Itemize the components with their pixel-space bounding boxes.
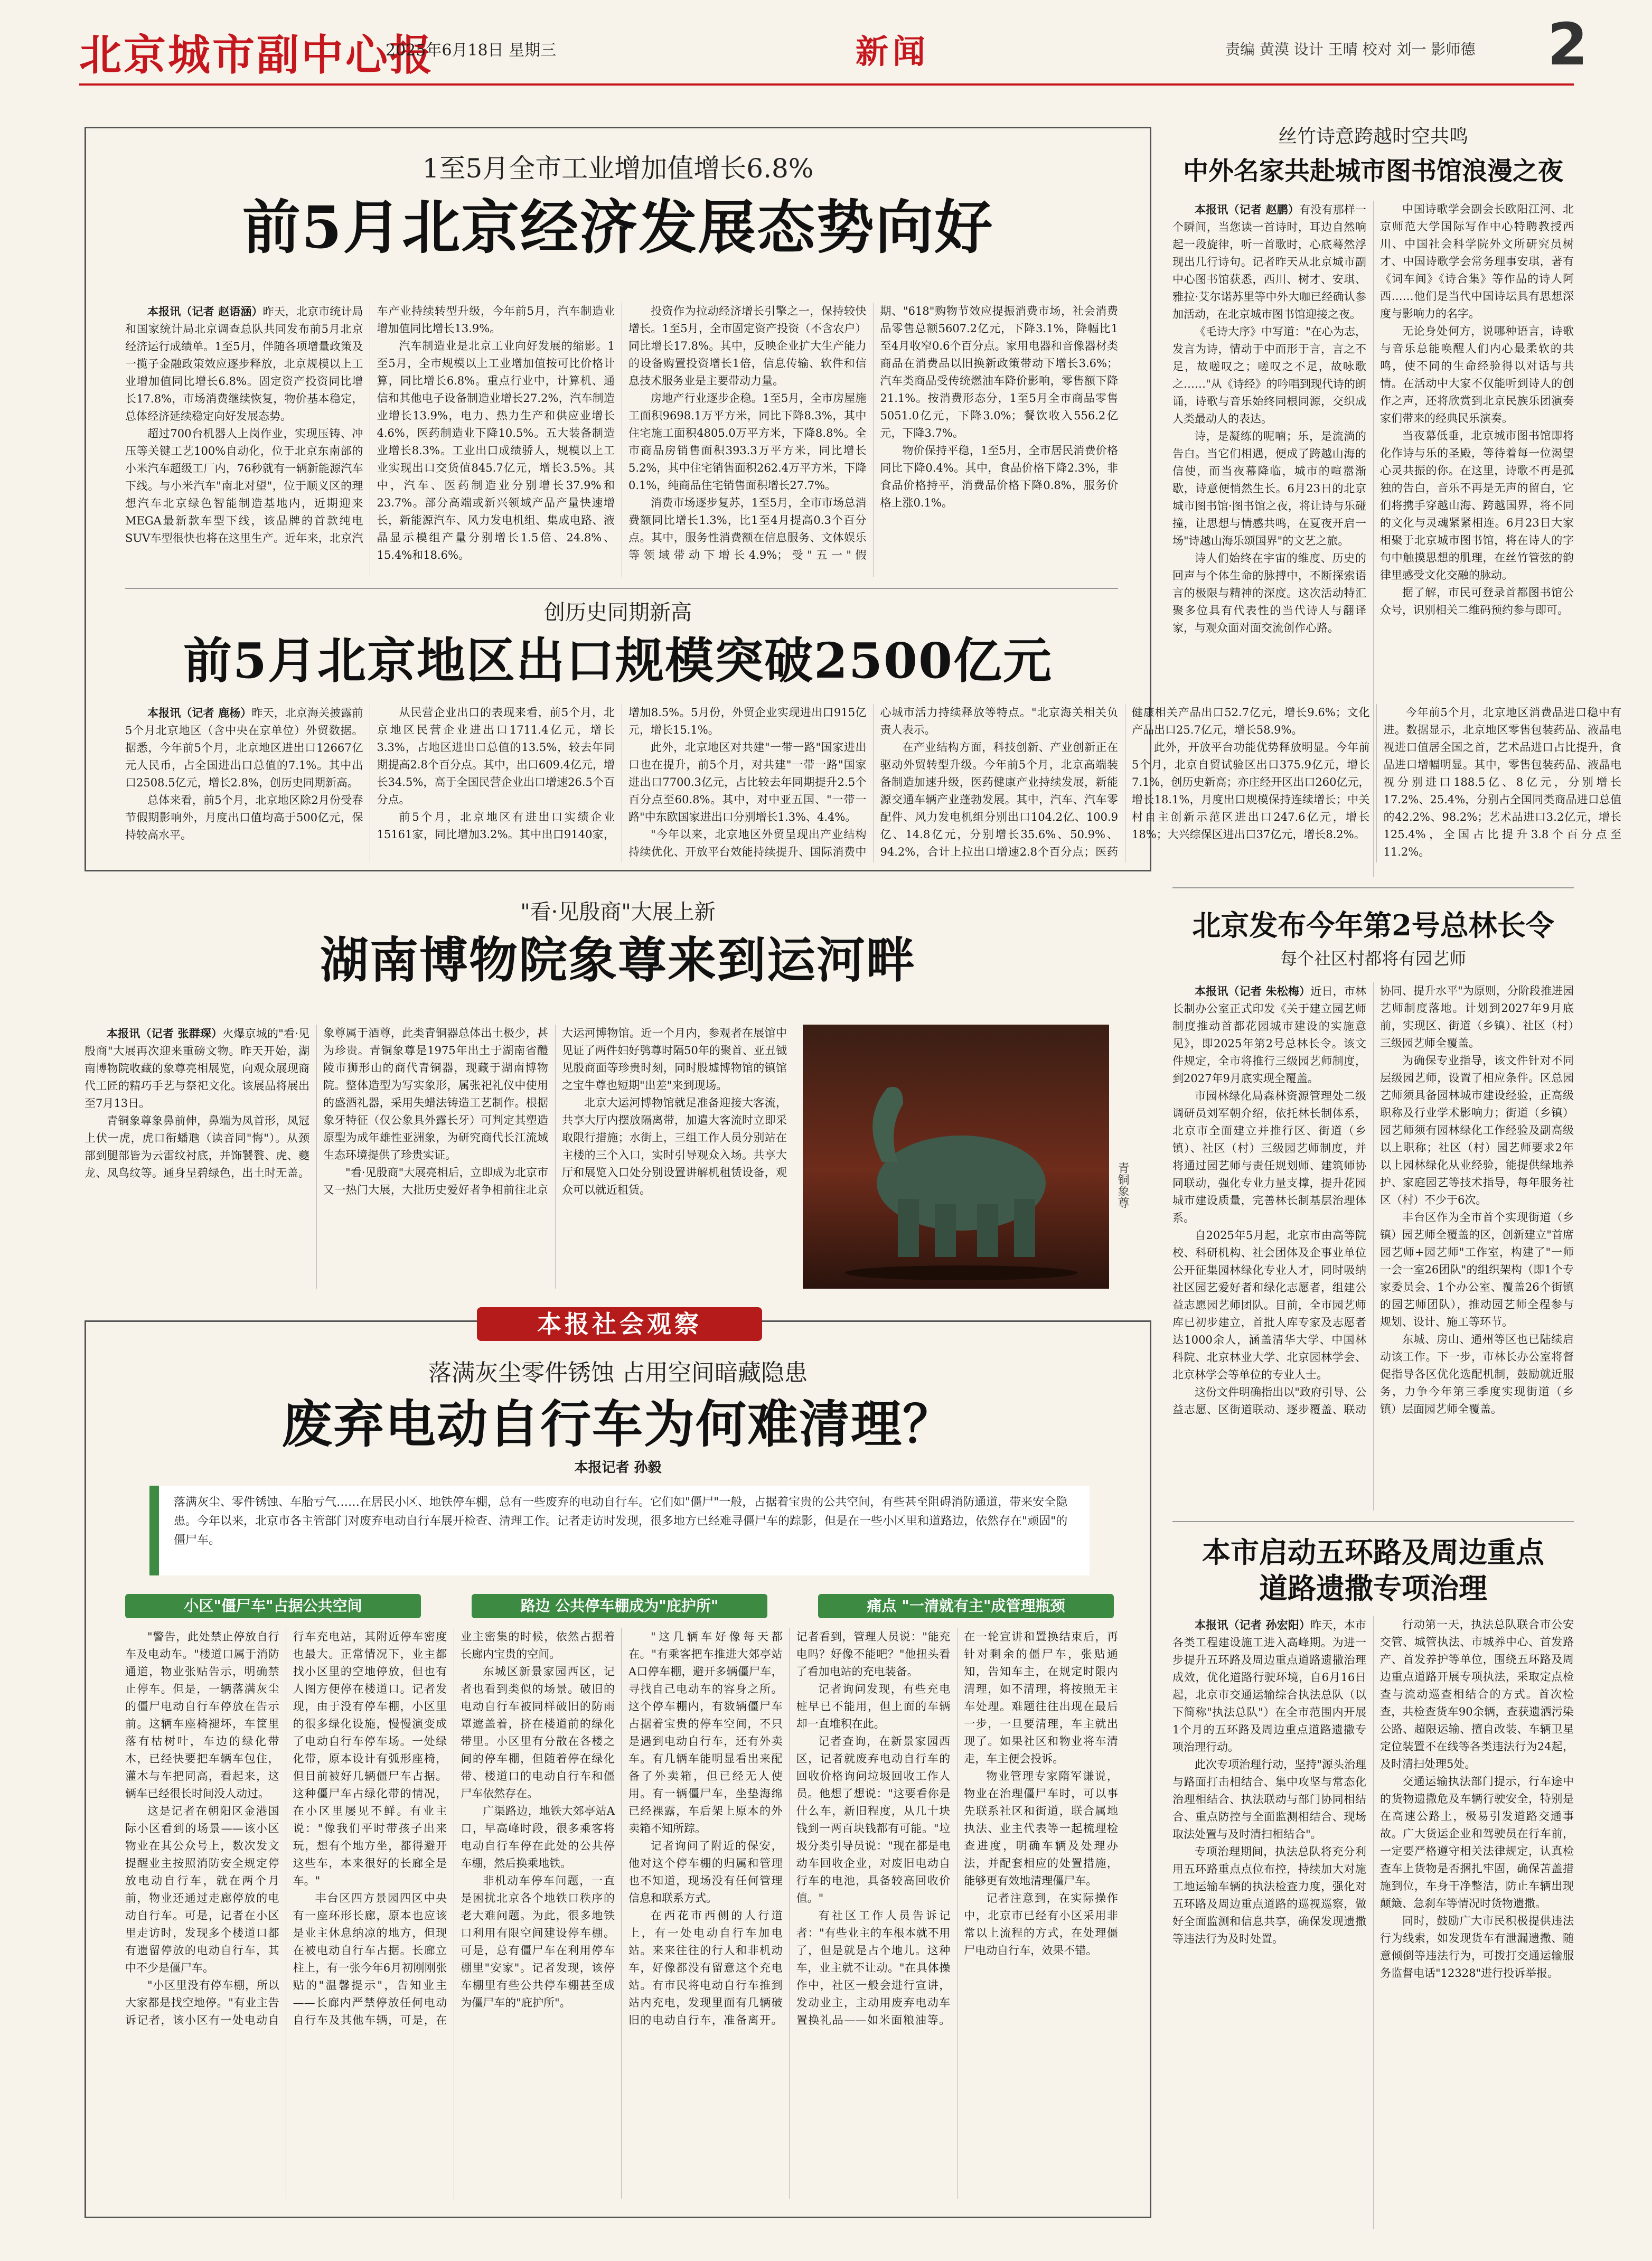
article3-body: 本报讯（记者 张群琛）火爆京城的"看·见殷商"大展再次迎来重磅文物。昨天开始，湖南博物院收藏的象尊亮相展览，向观众展现商代工匠的精巧手艺与祭祀文化。该展品将展出至7月13日。 青铜象尊象鼻前伸，鼻端为凤首形，凤冠上伏一虎，虎口衔蟠虺（读音同"悔"）。从颈部到腿部皆为云雷纹衬底，并饰饕餮、虎、夔龙、凤鸟纹等。通身呈碧绿色，出土时无盖。象尊属于酒尊，此类青铜器总体出土极少，甚为珍贵。青铜象尊是1975年出土于湖南省醴陵市狮形山的商代青铜器，现藏于湖南博物院。整体造型为写实象形，属张祀礼仪中使用的盛酒礼器，采用失蜡法铸造工艺制作。根据象牙特征（仅公象具外露长牙）可判定其塑造原型为成年雄性亚洲象，为研究商代长江流域生态环境提供了珍贵实证。 "看·见殷商"大展亮相后，立即成为北京市又一热门大展，大批历史爱好者争相前往北京大运河博物馆。近一个月内，参观者在展馆中见证了两件妇好鸮尊时隔50年的聚首、亚丑钺见殷商面等珍贵时刻，同时股墟博物馆的镇馆之宝牛尊也短期"出差"来到现场。 北京大运河博物馆就足准备迎接大客流，共享大厅内摆放隔离带，加遣大客流时立即采取限行措施；水街上，三组工作人员分别站在主楼的三个入口，实时引导观众入场。共享大厅和展览入口处分别设置讲解机租赁设备，观众可以就近租赁。 [85,1025,787,1289]
side2-paragraph: 为确保专业指导，该文件针对不同层级园艺师，设置了相应条件。区总园艺师须具备园林城市建设经验，正高级职称及行业学术影响力；街道（乡镇）园艺师须有园林绿化工作经验及副高级以上职称；社区（村）园艺师要求2年以上园林绿化从业经验，能提供绿地养护、家庭园艺等技术指导，每年服务社区（村）不少于6次。 [1380,1054,1574,1206]
article3-paragraph: 北京大运河博物馆就足准备迎接大客流，共享大厅内摆放隔离带，加遣大客流时立即采取限行措施；水街上，三组工作人员分别站在主楼的三个入口，实时引导观众入场。共享大厅和展览入口处分别设置讲解机租赁设备，观众可以就近租赁。 [562,1096,787,1196]
article3-paragraph: 青铜象尊象鼻前伸，鼻端为凤首形，凤冠上伏一虎，虎口衔蟠虺（读音同"悔"）。从颈部到腿部皆为云雷纹衬底，并饰饕餮、虎、夔龙、凤鸟纹等。通身呈碧绿色，出土时无盖。象尊属于酒尊，此类青铜器总体出土极少，甚为珍贵。青铜象尊是1975年出土于湖南省醴陵市狮形山的商代青铜器，现藏于湖南博物院。整体造型为写实象形，属张祀礼仪中使用的盛酒礼器，采用失蜡法铸造工艺制作。根据象牙特征（仅公象具外露长牙）可判定其塑造原型为成年雄性亚洲象，为研究商代长江流域生态环境提供了珍贵实证。 [85,1027,548,1179]
side3-paragraph: 行动第一天，执法总队联合市公安交管、城管执法、市城养中心、首发路产、首发养护等单位，围绕五环路及周边重点道路开展专项执法，采取定点检查与流动巡查相结合的方式。首次检查，共检查货车90余辆，查获遗洒污染公路、超限运输、擅自改装、车辆卫星定位装置不在线等各类违法行为24起，及时清扫处理5处。 [1380,1618,1574,1770]
article1-paragraph: 投资作为拉动经济增长引擎之一，保持较快增长。1至5月，全市固定资产投资（不含农户）同比增长17.8%。其中，反映企业扩大生产能力的设备购置投资增长1倍，信息传输、软件和信息技术服务业是主要带动力量。 [628,305,867,387]
side1-kicker: 丝竹诗意跨越时空共鸣 [1278,126,1468,147]
side2-paragraph: 这份文件明确指出以"政府引导、公益志愿、区街道联动、逐步覆盖、联动协同、提升水平"为原则，分阶段推进园艺师制度落地。计划到2027年9月底前，实现区、街道（乡镇）、社区（村）三级园艺师全覆盖。 [1172,984,1574,1416]
side3-body: 本报讯（记者 孙宏阳）昨天，本市各类工程建设施工进入高峰期。为进一步提升五环路及周边重点道路遗撒治理成效，优化道路行驶环境，自6月16日起，北京市交通运输综合执法总队（以下简称"执法总队"）在全市范围内开展1个月的五环路及周边重点道路遗撒专项治理行动。 此次专项治理行动，坚持"源头治理与路面打击相结合、集中攻坚与常态化治理相结合、执法联动与部门协同相结合、重点防控与全面监测相结合、现场取法处置与及时清扫相结合"。 专项治理期间，执法总队将充分利用五环路重点点位布控，持续加大对施工地运输车辆的执法检查力度，强化对五环路及周边重点道路的巡视巡察，做好全面监测和信息共享，确保发现遗撒等违法行为及时处置。 行动第一天，执法总队联合市公安交管、城管执法、市城养中心、首发路产、首发养护等单位，围绕五环路及周边重点道路开展专项执法，采取定点检查与流动巡查相结合的方式。首次检查，共检查货车90余辆，查获遗洒污染公路、超限运输、擅自改装、车辆卫星定位装置不在线等各类违法行为24起，及时清扫处理5处。 交通运输执法部门提示，行车途中的货物遗撒危及车辆行驶安全，特别是在高速公路上，极易引发道路交通事故。广大货运企业和驾驶员在行车前，一定要严格遵守相关法律规定，认真检查车上货物是否捆扎牢固，确保苫盖措施到位，车身干净整洁，防止车辆出现颠簸、急刹车等情况时货物遗撒。 同时，鼓励广大市民积极提供违法行为线索，如发现货车有泄漏遗撒、随意倾倒等违法行为，可拨打交通运输服务监督电话"12328"进行投诉举报。 [1172,1616,1574,2229]
article4-byline: 本报记者 孙毅 [574,1460,662,1476]
article4-kicker: 落满灰尘零件锈蚀 占用空间暗藏隐患 [428,1359,808,1386]
article3-headline: 湖南博物院象尊来到运河畔 [320,932,916,989]
editorial-staff: 责编 黄漠 设计 王晴 校对 刘一 影师德 [1225,41,1476,58]
article4-paragraph: "警告，此处禁止停放自行车及电动车。"楼道口属于消防通道，物业张贴告示，明确禁止停车。但是，一辆落满灰尘的僵尸电动自行车停放在告示前。这辆车座椅褪坏，车筐里落有枯树叶，车边的绿化带木，已经快要把车辆车包住，灌木与车把同高，看起来，这辆车已经很长时间没人动过。 [125,1630,279,1800]
side1-body: 本报讯（记者 赵鹏）有没有那样一个瞬间，当您读一首诗时，耳边自然响起一段旋律，听一首歌时，心底蓦然浮现出几行诗句。记者昨天从北京城市副中心图书馆获悉，西川、树才、安琪、雅拉·艾尔诺苏里等中外大咖已经确认参加活动，在北京城市图书馆迎接之夜。 《毛诗大序》中写道："在心为志，发言为诗，情动于中而形于言，言之不足，故嗟叹之；嗟叹之不足，故咏歌之……"从《诗经》的吟唱到现代诗的朗诵，诗歌与音乐始终同根同源，交织成人类最动人的表达。 诗，是凝练的呢喃；乐，是流淌的告白。当它们相遇，便成了跨越山海的信使，而当夜幕降临，城市的喧嚣渐歇，诗意便悄然生长。6月23日的北京城市图书馆·图书馆之夜，将让诗与乐碰撞，让思想与情感共鸣，在夏夜开启一场"诗越山海乐颂国界"的文艺之旅。 诗人们始终在宇宙的维度、历史的回声与个体生命的脉搏中，不断探索语言的极限与精神的深度。这次活动特汇聚多位具有代表性的当代诗人与翻译家，与观众面对面交流创作心路。 中国诗歌学会副会长欧阳江河、北京师范大学国际写作中心特聘教授西川、中国社会科学院外文所研究员树才、中国诗歌学会常务理事安琪，著有《词车间》《诗合集》等作品的诗人阿西……他们是当代中国诗坛具有思想深度与影响力的名字。 无论身处何方，说哪种语言，诗歌与音乐总能唤醒人们内心最柔软的共鸣，使不同的生命经验得以对话与共情。在活动中大家不仅能听到诗人的创作之声，还将欣赏到北京民族乐团演奏家们带来的经典民乐演奏。 当夜幕低垂，北京城市图书馆即将化作诗与乐的圣殿，等待着每一位渴望心灵共振的你。在这里，诗歌不再是孤独的告白，音乐不再是无声的留白，它们将携手穿越山海、跨越国界，将不同的文化与灵魂紧紧相连。6月23日大家相聚于北京城市图书馆，将在诗人的字句中触摸思想的肌理，在丝竹管弦的韵律里感受文化交融的脉动。 据了解，市民可登录首都图书馆公众号，识别相关二维码预约参与即可。 [1172,201,1574,877]
section-banner: 本报社会观察 [477,1307,762,1341]
side1-paragraph: 诗，是凝练的呢喃；乐，是流淌的告白。当它们相遇，便成了跨越山海的信使，而当夜幕降临，城市的喧嚣渐歇，诗意便悄然生长。6月23日的北京城市图书馆·图书馆之夜，将让诗与乐碰撞，让思想与情感共鸣，在夏夜开启一场"诗越山海乐颂国界"的文艺之旅。 [1172,430,1366,547]
article4-paragraph: 在西花市西侧的人行道上，有一处电动自行车加电站。来来往往的行人和非机动车，好像都没有留意这个充电站。有市民将电动自行车推到站内充电，发现里面有几辆破旧的电动自行车，准备离开。记者看到，管理人员说："能充电吗？好像不能吧？"他扭头看了看加电站的充电装备。 [628,1630,951,2027]
article4-paragraph: 丰台区四方景园四区中央有一座环形长廊，原本也应该是业主休息纳凉的地方，但现在被电动自行车占据。长廊立柱上，有一张今年6月初刚刚张贴的"温馨提示"，告知业主——长廊内严禁停放任何电动自行车及其他车辆，可是，在业主密集的时候，依然占据着长廊内宝贵的空间。 [293,1630,615,2027]
subhead-2: 路边 公共停车棚成为"庇护所" [472,1594,767,1618]
side1-paragraph: 无论身处何方，说哪种语言，诗歌与音乐总能唤醒人们内心最柔软的共鸣，使不同的生命经验得以对话与共情。在活动中大家不仅能听到诗人的创作之声，还将欣赏到北京民族乐团演奏家们带来的经典民乐演奏。 [1380,325,1574,425]
article1-paragraph: 超过700台机器人上岗作业，实现压铸、冲压等关键工艺100%自动化，位于北京东南部的小米汽车超级工厂内，76秒就有一辆新能源汽车下线。与小米汽车"南北对望"，位于顺义区的理想汽车北京绿色智能制造基地内，近期迎来MEGA最新款车型下线，该品牌的首款纯电SUV车型很快也将在这里生产。近年来，北京汽车产业持续转型升级，今年前5月，汽车制造业增加值同比增长13.9%。 [125,305,615,545]
side3-paragraph: 交通运输执法部门提示，行车途中的货物遗撒危及车辆行驶安全，特别是在高速公路上，极易引发道路交通事故。广大货运企业和驾驶员在行车前，一定要严格遵守相关法律规定，认真检查车上货物是否捆扎牢固，确保苫盖措施到位，车身干净整洁，防止车辆出现颠簸、急刹车等情况时货物遗撒。 [1380,1775,1574,1910]
article4-headline: 废弃电动自行车为何难清理？ [281,1394,954,1454]
article2-paragraph: 此外，开放平台功能优势释放明显。今年前5个月，北京自贸试验区出口375.9亿元，增长7.1%，创历史新高；亦庄经开区出口260亿元，增长18.1%，月度出口规模保持连续增长；中关村自主创新示范区进出口247.6亿元，增长18%；大兴综保区进出口37亿元，增长8.2%。 [1132,741,1370,841]
article1-paragraph: 物价保持平稳，1至5月，全市居民消费价格同比下降0.4%。其中，食品价格下降2.3%，非食品价格持平，消费品价格下降0.8%，服务价格上涨0.1%。 [880,444,1118,509]
article2-paragraph: 总体来看，前5个月，北京地区除2月份受春节假期影响外，月度出口值均高于500亿元，保持较高水平。 [125,794,363,841]
article1-paragraph: 消费市场逐步复苏，1至5月，全市市场总消费额同比增长1.3%，比1至4月提高0.3个百分点。其中，服务性消费额在信息服务、文体娱乐等领域带动下增长4.9%；受"五一"假期、"618"购物节效应提振消费市场，社会消费品零售总额5607.2亿元，下降3.1%，降幅比1至4月收窄0.6个百分点。家用电器和音像器材类商品在消费品以旧换新政策带动下增长3.6%；汽车类商品受传统燃油车降价影响，零售额下降21.1%。按消费形态分，1至5月全市商品零售5051.0亿元，下降3.0%；餐饮收入556.2亿元，下降3.7%。 [628,305,1118,561]
article2-headline: 前5月北京地区出口规模突破2500亿元 [183,632,1053,689]
article2-paragraph: 此外，北京地区对共建"一带一路"国家进出口也在提升，前5个月，对共建"一带一路"国家进出口7700.3亿元，占比较去年同期提升2.5个百分点至60.8%。其中，对中亚五国、"一带一路"中东欧国家进出口分别增长1.3%、4.4%。 [628,741,867,823]
article3-kicker: "看·见殷商"大展上新 [520,900,716,924]
article4-paragraph: 记者询问了附近的保安，他对这个停车棚的归属和管理也不知道，现场没有任何管理信息和联系方式。 [628,1840,783,1905]
side2-byline: 本报讯（记者 朱松梅） [1195,984,1311,998]
subhead-3: 痛点 "一清就有主"成管理瓶颈 [818,1594,1114,1618]
issue-date: 2025年6月18日 星期三 [386,41,557,60]
subhead-1: 小区"僵尸车"占据公共空间 [125,1594,421,1618]
article2-paragraph: 在产业结构方面，科技创新、产业创新正在驱动外贸转型升级。今年前5个月，北京高端装备制造加速升级，医药健康产业持续发展，新能源交通车辆产业蓬勃发展。其中，汽车、汽车零配件、风力发电机组分别出口104.2亿、100.9亿、14.8亿元，分别增长35.6%、50.9%、94.2%，合计上拉出口增速2.8个百分点；医药健康相关产品出口52.7亿元，增长9.6%；文化产品出口25.7亿元，增长58.9%。 [880,706,1370,858]
side2-paragraph: 自2025年5月起，北京市由高等院校、科研机构、社会团体及企事业单位公开征集园林绿化专业人才，同时吸纳社区园艺爱好者和绿化志愿者，组建公益志愿园艺师团队。目前，全市园艺师库已初步建立，首批人库专家及志愿者达1000余人，涵盖清华大学、中国林科院、北京林业大学、北京园林学会、北京林学会等单位的专业人士。 [1172,1229,1366,1381]
article1-body: 本报讯（记者 赵语涵）昨天，北京市统计局和国家统计局北京调查总队共同发布前5月北京经济运行成绩单。1至5月，伴随各项增量政策及一揽子金融政策效应逐步释放，北京规模以上工业增加值同比增长6.8%。固定资产投资同比增长17.8%，市场消费继续恢复，物价基本稳定，总体经济延续稳定向好发展态势。 超过700台机器人上岗作业，实现压铸、冲压等关键工艺100%自动化，位于北京东南部的小米汽车超级工厂内，76秒就有一辆新能源汽车下线。与小米汽车"南北对望"，位于顺义区的理想汽车北京绿色智能制造基地内，近期迎来MEGA最新款车型下线，该品牌的首款纯电SUV车型很快也将在这里生产。近年来，北京汽车产业持续转型升级，今年前5月，汽车制造业增加值同比增长13.9%。 汽车制造业是北京工业向好发展的缩影。1至5月，全市规模以上工业增加值按可比价格计算，同比增长6.8%。重点行业中，计算机、通信和其他电子设备制造业增长27.2%，汽车制造业增长13.9%，电力、热力生产和供应业增长4.6%，医药制造业下降10.5%。五大装备制造业增长8.3%。工业出口成绩骄人，规模以上工业实现出口交货值845.7亿元，增长3.5%。其中，汽车、医药制造业分别增长37.9%和23.7%。部分高端或新兴领域产品产量快速增长，新能源汽车、风力发电机组、集成电路、液晶显示模组产量分别增长1.5倍、24.8%、15.4%和18.6%。 投资作为拉动经济增长引擎之一，保持较快增长。1至5月，全市固定资产投资（不含农户）同比增长17.8%。其中，反映企业扩大生产能力的设备购置投资增长1倍，信息传输、软件和信息技术服务业是主要带动力量。 房地产行业逐步企稳。1至5月，全市房屋施工面积9698.1万平方米，同比下降8.3%，其中住宅施工面积4805.0万平方米，下降8.8%。全市商品房销售面积393.3万平方米，同比增长5.2%，其中住宅销售面积262.4万平方米，下降0.1%，纯商品住宅销售面积增长27.7%。 消费市场逐步复苏，1至5月，全市市场总消费额同比增长1.3%，比1至4月提高0.3个百分点。其中，服务性消费额在信息服务、文体娱乐等领域带动下增长4.9%；受"五一"假期、"618"购物节效应提振消费市场，社会消费品零售总额5607.2亿元，下降3.1%，降幅比1至4月收窄0.6个百分点。家用电器和音像器材类商品在消费品以旧换新政策带动下增长3.6%；汽车类商品受传统燃油车降价影响，零售额下降21.1%。按消费形态分，1至5月全市商品零售5051.0亿元，下降3.0%；餐饮收入556.2亿元，下降3.7%。 物价保持平稳，1至5月，全市居民消费价格同比下降0.4%。其中，食品价格下降2.3%，非食品价格持平，消费品价格下降0.8%，服务价格上涨0.1%。 [125,303,1118,577]
side2-body: 本报讯（记者 朱松梅）近日，市林长制办公室正式印发《关于建立园艺师制度推动首都花园城市建设的实施意见》，即2025年第2号总林长令。该文件规定，全市将推行三级园艺师制度，到2027年9月底实现全覆盖。 市园林绿化局森林资源管理处二级调研员刘军朝介绍，依托林长制体系，北京市全面建立并推行区、街道（乡镇）、社区（村）三级园艺师制度，并将通过园艺师与责任规划师、建筑师协同联动，强化专业力量支撑，提升花园城市建设质量，完善林长制基层治理体系。 自2025年5月起，北京市由高等院校、科研机构、社会团体及企事业单位公开征集园林绿化专业人才，同时吸纳社区园艺爱好者和绿化志愿者，组建公益志愿园艺师团队。目前，全市园艺师库已初步建立，首批人库专家及志愿者达1000余人，涵盖清华大学、中国林科院、北京林业大学、北京园林学会、北京林学会等单位的专业人士。 这份文件明确指出以"政府引导、公益志愿、区街道联动、逐步覆盖、联动协同、提升水平"为原则，分阶段推进园艺师制度落地。计划到2027年9月底前，实现区、街道（乡镇）、社区（村）三级园艺师全覆盖。 为确保专业指导，该文件针对不同层级园艺师，设置了相应条件。区总园艺师须具备园林城市建设经验，正高级职称及行业学术影响力；街道（乡镇）园艺师须有园林绿化工作经验及副高级以上职称；社区（村）园艺师要求2年以上园林绿化从业经验，能提供绿地养护、家庭园艺等技术指导，每年服务社区（村）不少于6次。 丰台区作为全市首个实现街道（乡镇）园艺师全覆盖的区，创新建立"首席园艺师+园艺师"工作室，构建了"一师一会一室26团队"的组织架构（即1个专家委员会、1个办公室、覆盖26个街镇的园艺师团队），推动园艺师全程参与规划、设计、施工等环节。 东城、房山、通州等区也已陆续启动该工作。下一步，市林长办公室将督促指导各区优化选配机制，鼓励就近服务，力争今年第三季度实现街道（乡镇）层面园艺师全覆盖。 [1172,982,1574,1511]
side1-paragraph: 中国诗歌学会副会长欧阳江河、北京师范大学国际写作中心特聘教授西川、中国社会科学院外文所研究员树才、中国诗歌学会常务理事安琪，著有《词车间》《诗合集》等作品的诗人阿西……他们是当代中国诗坛具有思想深度与影响力的名字。 [1380,203,1574,320]
article4-paragraph: "小区里没有停车棚，所以大家都是找空地停。"有业主告诉记者，该小区有一处电动自行车充电站，其附近停车密度也最大。正常情况下，业主都找小区里的空地停放，但也有人图方便停在楼道口。记者发现，由于没有停车棚，小区里的很多绿化设施，慢慢演变成了电动自行车停车场。一处绿化带，原本设计有弧形座椅，但目前被好几辆僵尸车占据。这种僵尸车占绿化带的情况，在小区里屡见不鲜。有业主说："像我们平时带孩子出来玩，想有个地方坐，都得避开这些车，本来很好的长廊全是车。" [125,1630,447,2027]
side1-headline: 中外名家共赴城市图书馆浪漫之夜 [1182,156,1563,186]
article4-summary: 落满灰尘、零件锈蚀、车胎亏气……在居民小区、地铁停车棚，总有一些废弃的电动自行车。它们如"僵尸"一般，占据着宝贵的公共空间，有些甚至阻碍消防通道，带来安全隐患。今年以来，北京市各主管部门对废弃电动自行车展开检查、清理工作。记者走访时发现，很多地方已经难寻僵尸车的踪影，但是在一些小区里和道路边，依然存在"顽固"的僵尸车。 [149,1486,1090,1575]
side1-paragraph: 诗人们始终在宇宙的维度、历史的回声与个体生命的脉搏中，不断探索语言的极限与精神的深度。这次活动特汇聚多位具有代表性的当代诗人与翻译家，与观众面对面交流创作心路。 [1172,552,1366,634]
article2-paragraph: 从民营企业出口的表现来看，前5个月，北京地区民营企业进出口1711.4亿元，增长3.3%，占地区进出口总值的13.5%，较去年同期提高2.8个百分点。其中，出口609.4亿元，增长34.5%，高于全国民营企业出口增速26.5个百分点。 [377,706,615,806]
article1-paragraph: 汽车制造业是北京工业向好发展的缩影。1至5月，全市规模以上工业增加值按可比价格计算，同比增长6.8%。重点行业中，计算机、通信和其他电子设备制造业增长27.2%，汽车制造业增长13.9%，电力、热力生产和供应业增长4.6%，医药制造业下降10.5%。五大装备制造业增长8.3%。工业出口成绩骄人，规模以上工业实现出口交货值845.7亿元，增长3.5%。其中，汽车、医药制造业分别增长37.9%和23.7%。部分高端或新兴领域产品产量快速增长，新能源汽车、风力发电机组、集成电路、液晶显示模组产量分别增长1.5倍、24.8%、15.4%和18.6%。 [377,340,615,561]
article1-headline: 前5月北京经济发展态势向好 [242,193,994,261]
side3-byline: 本报讯（记者 孙宏阳） [1195,1618,1311,1631]
article1-kicker: 1至5月全市工业增加值增长6.8% [422,153,814,184]
masthead-rule [79,83,1574,86]
article4-paragraph: "这几辆车好像每天都在。"有乘客把车推进大郊亭站A口停车棚，避开多辆僵尸车，寻找自己电动车的容身之所。这个停车棚内，有数辆僵尸车占据着宝贵的停车空间，不只是遇到电动自行车，还有外卖车。有几辆车能明显看出来配备了外卖箱，但已经无人使用。有一辆僵尸车，坐垫海绵已经裸露，车后架上原本的外卖箱不知所踪。 [628,1630,783,1835]
section-name: 新闻 [856,32,930,71]
article4-paragraph: 非机动车停车问题，一直是困扰北京各个地铁口秩序的老大难问题。为此，很多地铁口利用有限空间建设停车棚。可是，总有僵尸车在利用停车棚里"安家"。记者发现，该停车棚里有些公共停车棚甚至成为僵尸车的"庇护所"。 [461,1874,615,2009]
side2-paragraph: 丰台区作为全市首个实现街道（乡镇）园艺师全覆盖的区，创新建立"首席园艺师+园艺师"工作室，构建了"一师一会一室26团队"的组织架构（即1个专家委员会、1个办公室、覆盖26个街镇的园艺师团队），推动园艺师全程参与规划、设计、施工等环节。 [1380,1211,1574,1328]
article4-paragraph: 物业管理专家隋军谦说，物业在治理僵尸车时，可以事先联系社区和街道，联合属地执法、业主代表等一起梳理检查进度，明确车辆及处理办法，并配套相应的处置措施，能够更有效地清理僵尸车。 [964,1770,1118,1887]
side1-byline: 本报讯（记者 赵鹏） [1195,203,1300,216]
article3-paragraph: "看·见殷商"大展亮相后，立即成为北京市又一热门大展，大批历史爱好者争相前往北京大运河博物馆。近一个月内，参观者在展馆中见证了两件妇好鸮尊时隔50年的聚首、亚丑钺见殷商面等珍贵时刻，同时股墟博物馆的镇馆之宝牛尊也短期"出差"来到现场。 [323,1027,787,1196]
article2-paragraph: "今年以来，北京地区外贸呈现出产业结构持续优化、开放平台效能持续提升、国际消费中心城市活力持续释放等特点。"北京海关相关负责人表示。 [628,706,1118,858]
article4-body [125,1628,1118,2199]
article4-paragraph: 有社区工作人员告诉记者："有些业主的车根本就不用了，但是就是占个地儿。这种车，业主就不让动。"在具体操作中，社区一般会进行宣讲，发动业主，主动用废弃电动车置换礼品——如米面粮油等。在一轮宣讲和置换结束后，再针对剩余的僵尸车，张贴通知，告知车主，在规定时限内清理，如不清理，将按照无主车处理。难题往往出现在最后一步，一旦要清理，车主就出现了。如果社区和物业将车清走，车主便会投诉。 [796,1630,1118,2027]
side-divider [1172,1521,1574,1522]
article1-paragraph: 房地产行业逐步企稳。1至5月，全市房屋施工面积9698.1万平方米，同比下降8.3%，其中住宅施工面积4805.0万平方米，下降8.8%。全市商品房销售面积393.3万平方米，同比增长5.2%，其中住宅销售面积262.4万平方米，下降0.1%，纯商品住宅销售面积增长27.7%。 [628,392,867,492]
social-box [85,1310,1151,2218]
article2-byline: 本报讯（记者 鹿杨） [147,706,252,719]
article4-paragraph: 这是记者在朝阳区金港国际小区看到的场景——该小区物业在其公众号上，数次发文提醒业主按照消防安全规定停放电动自行车，就在两个月前，物业还通过走廊停放的电动自行车。可是，记者在小区里走访时，发现多个楼道口都有遗留停放的电动自行车，其中不少是僵尸车。 [125,1805,279,1974]
side2-paragraph: 市园林绿化局森林资源管理处二级调研员刘军朝介绍，依托林长制体系，北京市全面建立并推行区、街道（乡镇）、社区（村）三级园艺师制度，并将通过园艺师与责任规划师、建筑师协同联动，强化专业力量支撑，提升花园城市建设质量，完善林长制基层治理体系。 [1172,1090,1366,1224]
side3-paragraph: 专项治理期间，执法总队将充分利用五环路重点点位布控，持续加大对施工地运输车辆的执法检查力度，强化对五环路及周边重点道路的巡视巡察，做好全面监测和信息共享，确保发现遗撒等违法行为及时处置。 [1172,1845,1366,1945]
side-divider [1172,887,1574,888]
side1-paragraph: 据了解，市民可登录首都图书馆公众号，识别相关二维码预约参与即可。 [1380,586,1574,616]
article4-paragraph: 记者注意到，在实际操作中，北京市已经有小区采用非常以上流程的方式，在处理僵尸电动自行车，效果不错。 [964,1892,1118,1957]
elephant-zun-photo [803,1025,1109,1289]
elephant-zun-icon [803,1025,1109,1289]
side2-paragraph: 东城、房山、通州等区也已陆续启动该工作。下一步，市林长办公室将督促指导各区优化选配机制，鼓励就近服务，力争今年第三季度实现街道（乡镇）层面园艺师全覆盖。 [1380,1333,1574,1415]
photo-caption: 青铜象尊 [1116,1162,1129,1208]
article4-paragraph: 东城区新景家园西区，记者也看到类似的场景。破旧的电动自行车被同样破旧的防雨罩遮盖着，挤在楼道前的绿化带里。小区里有分散在各楼之间的停车棚，但随着停在绿化带、楼道口的电动自行车和僵尸车依然存在。 [461,1665,615,1800]
side1-paragraph: 《毛诗大序》中写道："在心为志，发言为诗，情动于中而形于言，言之不足，故嗟叹之；嗟叹之不足，故咏歌之……"从《诗经》的吟唱到现代诗的朗诵，诗歌与音乐始终同根同源，交织成人类最动人的表达。 [1172,325,1366,425]
article3-byline: 本报讯（记者 张群琛） [107,1027,223,1040]
side3-paragraph: 同时，鼓励广大市民积极提供违法行为线索，如发现货车有泄漏遗撒、随意倾倒等违法行为，可拨打交通运输服务监督电话"12328"进行投诉举报。 [1380,1915,1574,1979]
article4-paragraph: 广渠路边，地铁大郊亭站A口，早高峰时段，很多乘客将电动自行车停在此处的公共停车棚，然后换乘地铁。 [461,1805,615,1870]
page-number: 2 [1547,11,1588,78]
newspaper-title: 北京城市副中心报 [79,30,434,80]
article2-kicker: 创历史同期新高 [544,601,692,625]
side3-headline: 本市启动五环路及周边重点道路遗撒专项治理 [1202,1535,1544,1605]
article4-paragraph: 记者查询，在新景家园西区，记者就废弃电动自行车的回收价格询问垃圾回收工作人员。他想了想说："这要看你是什么车，新旧程度，从几十块钱到一两百块钱都有可能。"垃圾分类引导员说："现在都是电动车回收企业，对废旧电动自行车的电池，具备较高回收价值。" [796,1735,951,1905]
article1-byline: 本报讯（记者 赵语涵） [147,305,263,318]
side2-headline: 北京发布今年第2号总林长令 [1192,908,1554,942]
side2-subtitle: 每个社区村都将有园艺师 [1280,949,1466,969]
article4-paragraph: 记者询问发现，有些充电桩早已不能用，但上面的车辆却一直堆积在此。 [796,1683,951,1730]
side3-paragraph: 此次专项治理行动，坚持"源头治理与路面打击相结合、集中攻坚与常态化治理相结合、执法联动与部门协同相结合、重点防控与全面监测相结合、现场取法处置与及时清扫相结合"。 [1172,1758,1366,1841]
article2-paragraph: 前5个月，北京地区有进出口实绩企业15161家，同比增加3.2%。其中出口9140家，增加8.5%。5月份，外贸企业实现进出口915亿元，增长15.1%。 [377,706,867,841]
article2-paragraph: 今年前5个月，北京地区消费品进口稳中有进。数据显示，北京地区零售包装药品、液晶电视进口值居全国之首，艺术品进口占比提升，食品进口增幅明显。其中，零售包装药品、液晶电视分别进口188.5亿、8亿元，分别增长17.2%、25.4%，分别占全国同类商品进口总值的42.2%、98.2%；艺术品进口3.2亿元，增长125.4%，全国占比提升3.8个百分点至11.2%。 [1383,706,1621,858]
article2-body: 本报讯（记者 鹿杨）昨天，北京海关披露前5个月北京地区（含中央在京单位）外贸数据。据悉，今年前5个月，北京地区进出口12667亿元人民币，占全国进出口总值的7.1%。其中出口2508.5亿元，增长2.8%，创历史同期新高。 总体来看，前5个月，北京地区除2月份受春节假期影响外，月度出口值均高于500亿元，保持较高水平。 从民营企业出口的表现来看，前5个月，北京地区民营企业进出口1711.4亿元，增长3.3%，占地区进出口总值的13.5%，较去年同期提高2.8个百分点。其中，出口609.4亿元，增长34.5%，高于全国民营企业出口增速26.5个百分点。 前5个月，北京地区有进出口实绩企业15161家，同比增加3.2%。其中出口9140家，增加8.5%。5月份，外贸企业实现进出口915亿元，增长15.1%。 此外，北京地区对共建"一带一路"国家进出口也在提升，前5个月，对共建"一带一路"国家进出口7700.3亿元，占比较去年同期提升2.5个百分点至60.8%。其中，对中亚五国、"一带一路"中东欧国家进出口分别增长1.3%、4.4%。 "今年以来，北京地区外贸呈现出产业结构持续优化、开放平台效能持续提升、国际消费中心城市活力持续释放等特点。"北京海关相关负责人表示。 在产业结构方面，科技创新、产业创新正在驱动外贸转型升级。今年前5个月，北京高端装备制造加速升级，医药健康产业持续发展，新能源交通车辆产业蓬勃发展。其中，汽车、汽车零配件、风力发电机组分别出口104.2亿、100.9亿、14.8亿元，分别增长35.6%、50.9%、94.2%，合计上拉出口增速2.8个百分点；医药健康相关产品出口52.7亿元，增长9.6%；文化产品出口25.7亿元，增长58.9%。 此外，开放平台功能优势释放明显。今年前5个月，北京自贸试验区出口375.9亿元，增长7.1%，创历史新高；亦庄经开区出口260亿元，增长18.1%，月度出口规模保持连续增长；中关村自主创新示范区进出口247.6亿元，增长18%；大兴综保区进出口37亿元，增长8.2%。 今年前5个月，北京地区消费品进口稳中有进。数据显示，北京地区零售包装药品、液晶电视进口值居全国之首，艺术品进口占比提升，食品进口增幅明显。其中，零售包装药品、液晶电视分别进口188.5亿、8亿元，分别增长17.2%、25.4%，分别占全国同类商品进口总值的42.2%、98.2%；艺术品进口3.2亿元，增长125.4%，全国占比提升3.8个百分点至11.2%。 [125,704,1118,862]
article-divider [125,588,1118,589]
side1-paragraph: 当夜幕低垂，北京城市图书馆即将化作诗与乐的圣殿，等待着每一位渴望心灵共振的你。在这里，诗歌不再是孤独的告白，音乐不再是无声的留白，它们将携手穿越山海、跨越国界，将不同的文化与灵魂紧紧相连。6月23日大家相聚于北京城市图书馆，将在诗人的字句中触摸思想的肌理，在丝竹管弦的韵律里感受文化交融的脉动。 [1380,429,1574,581]
